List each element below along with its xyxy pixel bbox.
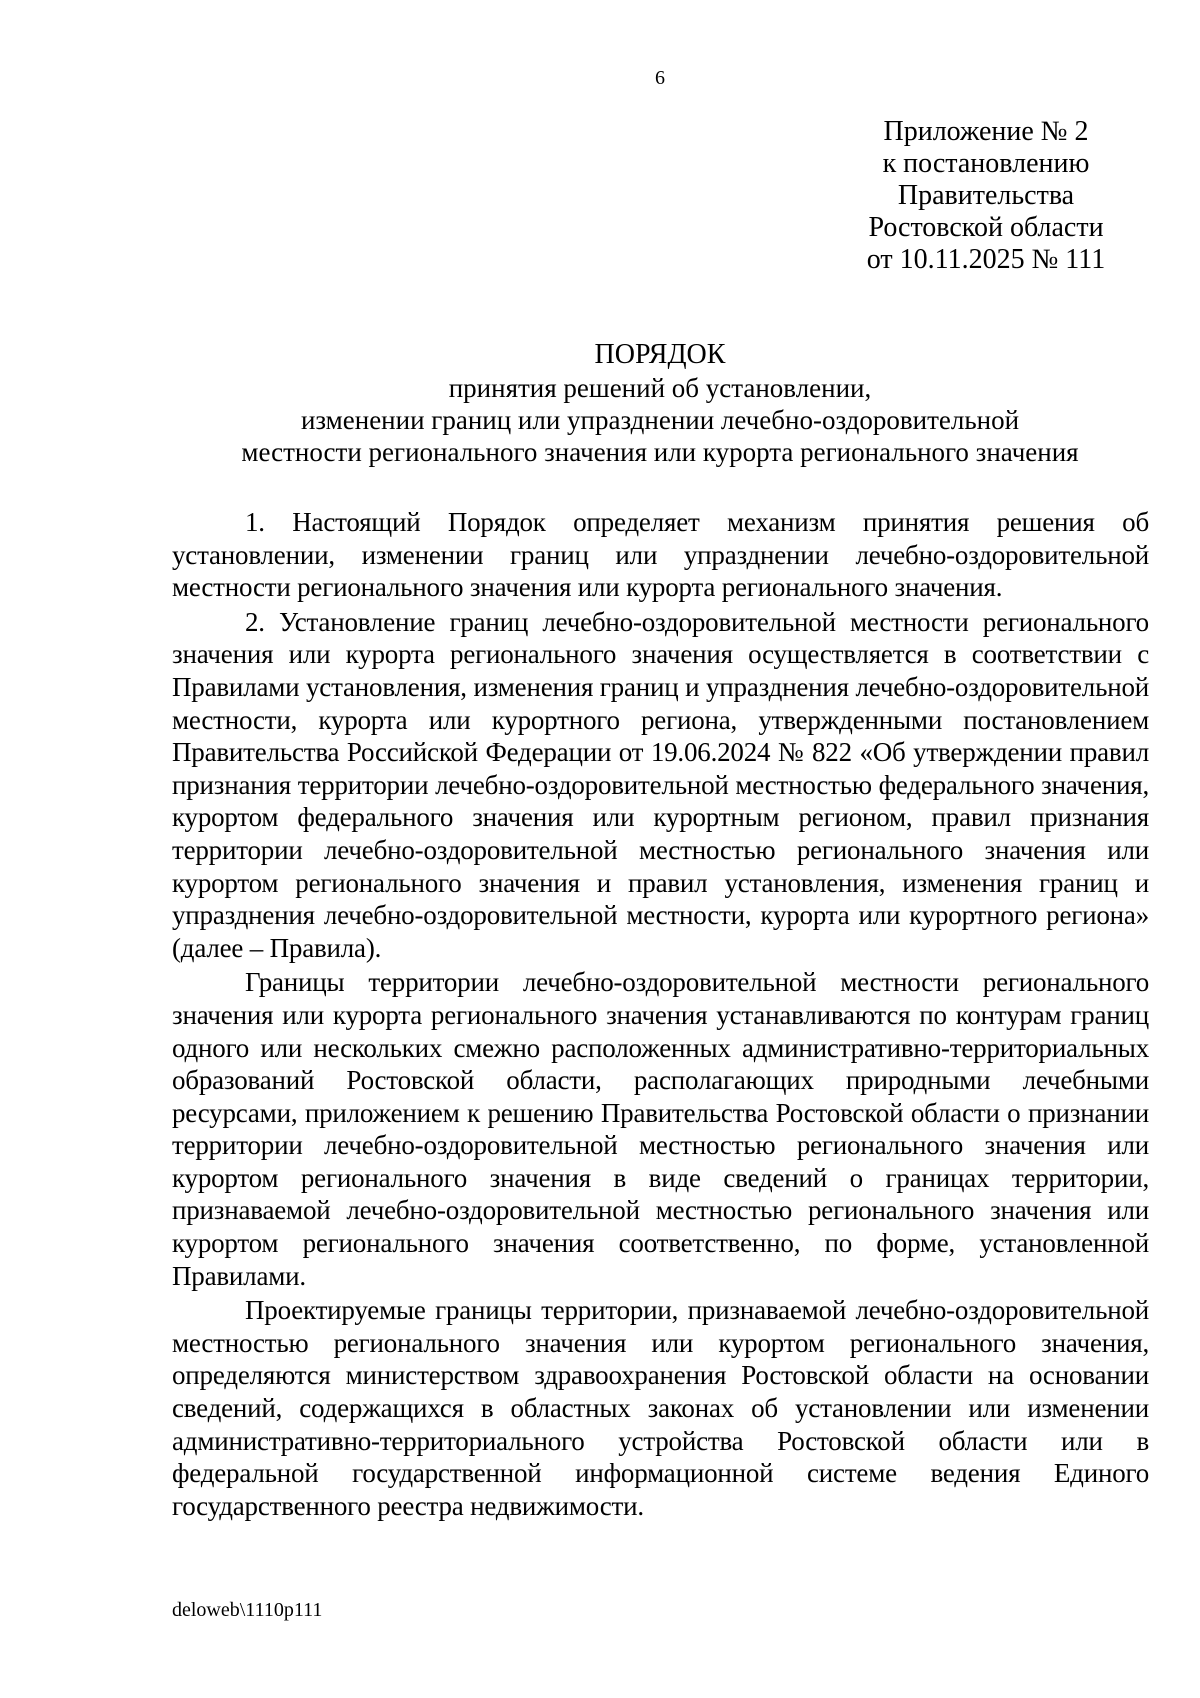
appendix-line: Правительства — [897, 180, 1075, 211]
paragraph: Границы территории лечебно-оздоровительной местности регионального значения или курорта регионального значения устанавливаются по контурам границ одного или нескольких смежно расположенных административно-территориальных образований Ростовской области, располагающих природными лечебными ресурсами, приложением к решению Правительства Ростовской области о признании территории лечебно-оздоровительной местностью регионального значения или курортом регионального значения в виде сведений о границах территории, признаваемой лечебно-оздоровительной местностью регионального значения или курортом регионального значения соответственно, по форме, установленной Правилами. — [172, 967, 1149, 1291]
appendix-line: к постановлению — [882, 148, 1090, 179]
appendix-line: Ростовской области — [868, 212, 1104, 243]
paragraph: 1. Настоящий Порядок определяет механизм принятия решения об установлении, изменении границ или упразднении лечебно-оздоровительной местности регионального значения или курорта регионального значения. — [172, 507, 1149, 603]
appendix-line: Приложение № 2 — [883, 116, 1089, 147]
document-title-block — [200, 338, 1120, 468]
appendix-line: от 10.11.2025 № 111 — [866, 244, 1106, 275]
paragraph: Проектируемые границы территории, признаваемой лечебно-оздоровительной местностью регионального значения или курортом регионального значения, определяются министерством здравоохранения Ростовской области на основании сведений, содержащихся в областных законах об установлении или изменении административно-территориального устройства Ростовской области или в федеральной государственной информационной системе ведения Единого государственного реестра недвижимости. — [172, 1295, 1149, 1521]
document-title: ПОРЯДОК — [594, 339, 726, 370]
appendix-block — [836, 116, 1136, 276]
document-body — [172, 506, 1149, 1522]
paragraph: 2. Установление границ лечебно-оздоровительной местности регионального значения или курорта регионального значения осуществляется в соответствии с Правилами установления, изменения границ и упразднения лечебно-оздоровительной местности, курорта или курортного региона, утвержденными постановлением Правительства Российской Федерации от 19.06.2024 № 822 «Об утверждении правил признания территории лечебно-оздоровительной местностью федерального значения, курортом федерального значения или курортным регионом, правил признания территории лечебно-оздоровительной местностью регионального значения или курортом регионального значения и правил установления, изменения границ и упразднения лечебно-оздоровительной местности, курорта или курортного региона» (далее – Правила). — [172, 606, 1149, 963]
page-number: 6 — [655, 67, 665, 89]
footer-document-code: deloweb\1110p111 — [172, 1599, 323, 1621]
document-subtitle-line: изменении границ или упразднении лечебно-оздоровительной — [300, 405, 1020, 435]
document-subtitle-line: местности регионального значения или курорта регионального значения — [241, 437, 1079, 467]
document-subtitle-line: принятия решений об установлении, — [448, 373, 872, 403]
